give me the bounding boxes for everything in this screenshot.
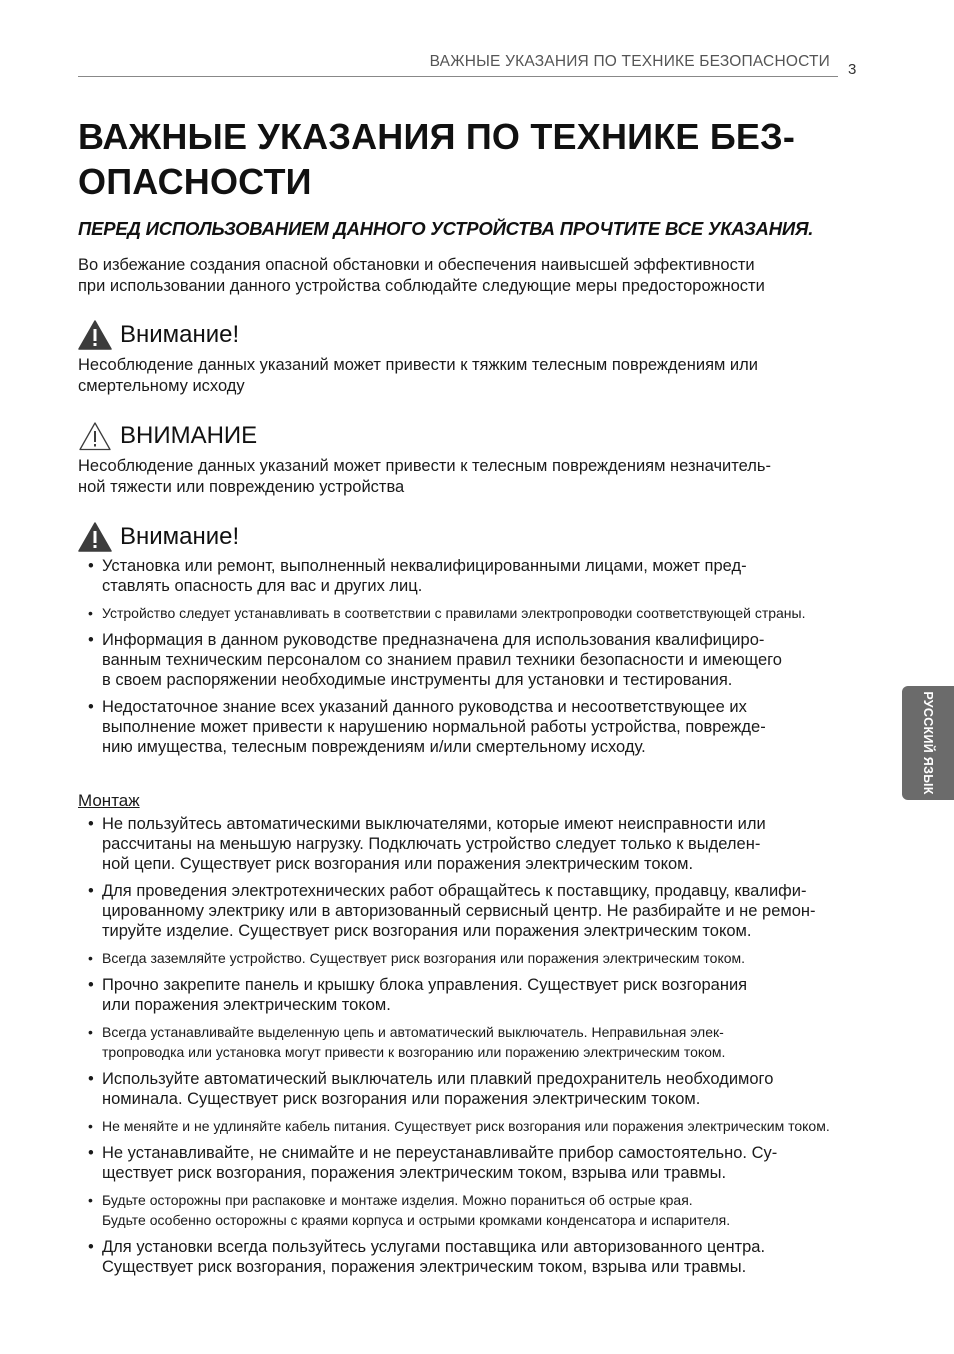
list-item-line: ществует риск возгорания, поражения электрическим током, взрыва или травмы.	[102, 1164, 727, 1182]
list-item-line: Для проведения электротехнических работ обращайтесь к поставщику, продавцу, квалифи-	[102, 882, 807, 900]
warning-1-line-2: смертельному исходу	[78, 376, 245, 395]
list-item	[78, 1069, 868, 1109]
list-item-line: ванным техническим персоналом со знанием правил техники безопасности и имеющего	[102, 651, 782, 669]
list-item-line: Существует риск возгорания, поражения электрическим током, взрыва или травмы.	[102, 1258, 747, 1276]
list-item-line: цированному электрику или в авторизованный сервисный центр. Не разбирайте и не ремон-	[102, 902, 816, 920]
list-item-line: выполнение может привести к нарушению нормальной работы устройства, поврежде-	[102, 718, 766, 736]
list-item-line: Установка или ремонт, выполненный неквалифицированными лицами, может пред-	[102, 557, 747, 575]
list-item-line: Не меняйте и не удлиняйте кабель питания. Существует риск возгорания или поражения электрическим током.	[102, 1118, 830, 1134]
list-item	[78, 948, 868, 968]
warning-2-list	[78, 556, 868, 764]
page-title	[78, 114, 858, 204]
list-item-line: Устройство следует устанавливать в соответствии с правилами электропроводки соответствующей страны.	[102, 605, 806, 621]
list-item-line: в своем распоряжении необходимые инструменты для установки и тестирования.	[102, 671, 733, 689]
intro-line-1: Во избежание создания опасной обстановки и обеспечения наивысшей эффективности	[78, 256, 755, 274]
list-item	[78, 1022, 868, 1062]
list-item-line: Будьте особенно осторожны с краями корпуса и острыми кромками конденсатора и испарителя.	[102, 1212, 731, 1228]
list-item	[78, 1116, 868, 1136]
caution-text	[78, 456, 868, 497]
warning-heading-1	[78, 319, 239, 351]
list-item	[78, 814, 868, 874]
list-item-line: Будьте осторожны при распаковке и монтаже изделия. Можно пораниться об острые края.	[102, 1192, 693, 1208]
warning-label-2: Внимание!	[120, 523, 240, 550]
list-item-line: или поражения электрическим током.	[102, 996, 391, 1014]
list-item-line: ставлять опасность для вас и других лиц.	[102, 577, 423, 595]
list-item-line: Не устанавливайте, не снимайте и не переустанавливайте прибор самостоятельно. Су-	[102, 1144, 778, 1162]
montage-heading: Монтаж	[78, 791, 140, 810]
warning-1-line-1: Несоблюдение данных указаний может привести к тяжким телесным повреждениям или	[78, 356, 758, 374]
header-rule	[78, 76, 838, 77]
language-side-tab	[902, 686, 954, 800]
header-title: ВАЖНЫЕ УКАЗАНИЯ ПО ТЕХНИКЕ БЕЗОПАСНОСТИ	[429, 53, 830, 70]
list-item-line: рассчитаны на меньшую нагрузку. Подключать устройство следует только к выделен-	[102, 835, 761, 853]
caution-line-1: Несоблюдение данных указаний может привести к телесным повреждениям незначитель-	[78, 457, 771, 475]
list-item	[78, 1143, 868, 1183]
list-item	[78, 630, 868, 690]
list-item-line: тропроводка или установка могут привести к возгоранию или поражению электрическим током.	[102, 1044, 726, 1060]
list-item-line: Всегда заземляйте устройство. Существует риск возгорания или поражения электрическим током.	[102, 950, 746, 966]
page-subtitle: ПЕРЕД ИСПОЛЬЗОВАНИЕМ ДАННОГО УСТРОЙСТВА ПРОЧТИТЕ ВСЕ УКАЗАНИЯ.	[78, 218, 814, 239]
page-title-line-1: ВАЖНЫЕ УКАЗАНИЯ ПО ТЕХНИКЕ БЕЗ-	[78, 116, 796, 157]
caution-label: ВНИМАНИЕ	[120, 422, 258, 449]
warning-label-1: Внимание!	[120, 321, 240, 348]
list-item-line: номинала. Существует риск возгорания или поражения электрическим током.	[102, 1090, 701, 1108]
list-item	[78, 1237, 868, 1277]
caution-heading	[78, 420, 257, 452]
list-item-line: Для установки всегда пользуйтесь услугами поставщика или авторизованного центра.	[102, 1238, 766, 1256]
warning-outline-icon	[78, 421, 112, 451]
list-item-line: Всегда устанавливайте выделенную цепь и автоматический выключатель. Неправильная элек-	[102, 1024, 724, 1040]
intro-line-2: при использовании данного устройства соблюдайте следующие меры предосторожности	[78, 276, 765, 295]
intro-paragraph	[78, 255, 868, 296]
list-item-line: ной цепи. Существует риск возгорания или поражения электрическим током.	[102, 855, 694, 873]
warning-filled-icon	[78, 320, 112, 350]
list-item-line: Прочно закрепите панель и крышку блока управления. Существует риск возгорания	[102, 976, 748, 994]
list-item	[78, 603, 868, 623]
list-item	[78, 975, 868, 1015]
language-side-tab-label: РУССКИЙ ЯЗЫК	[921, 691, 935, 795]
list-item	[78, 697, 868, 757]
caution-line-2: ной тяжести или повреждению устройства	[78, 477, 405, 496]
warning-heading-2	[78, 521, 239, 553]
list-item-line: тируйте изделие. Существует риск возгорания или поражения электрическим током.	[102, 922, 752, 940]
page-number: 3	[848, 61, 857, 78]
warning-filled-icon	[78, 522, 112, 552]
list-item	[78, 556, 868, 596]
warning-text-1	[78, 355, 868, 396]
list-item	[78, 1190, 868, 1230]
list-item-line: Информация в данном руководстве предназначена для использования квалифициро-	[102, 631, 765, 649]
list-item-line: Не пользуйтесь автоматическими выключателями, которые имеют неисправности или	[102, 815, 766, 833]
page-title-line-2: ОПАСНОСТИ	[78, 161, 312, 202]
list-item-line: нию имущества, телесным повреждениям и/или смертельному исходу.	[102, 738, 646, 756]
list-item	[78, 881, 868, 941]
list-item-line: Используйте автоматический выключатель или плавкий предохранитель необходимого	[102, 1070, 774, 1088]
list-item-line: Недостаточное знание всех указаний данного руководства и несоответствующее их	[102, 698, 747, 716]
montage-list	[78, 814, 868, 1284]
